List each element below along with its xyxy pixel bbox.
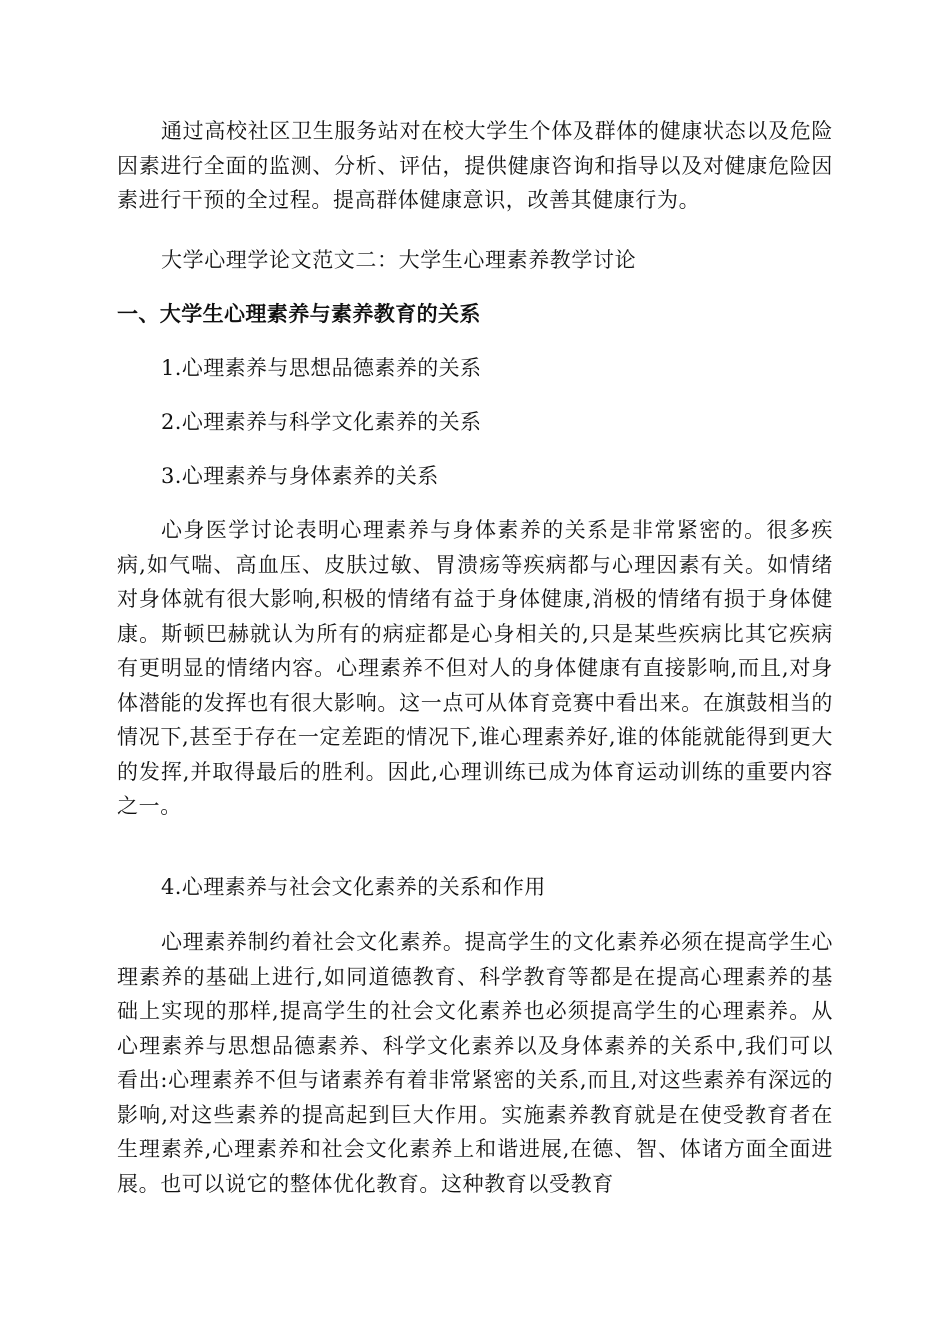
subsection-item-1: 1.心理素养与思想品德素养的关系	[161, 356, 482, 380]
subsection-item-2: 2.心理素养与科学文化素养的关系	[161, 410, 482, 434]
section-heading: 一、大学生心理素养与素养教育的关系	[117, 302, 481, 326]
sample-essay-title: 大学心理学论文范文二：大学生心理素养教学讨论	[161, 248, 637, 272]
social-culture-paragraph: 心理素养制约着社会文化素养。提高学生的文化素养必须在提高学生心理素养的基础上进行,如同道德教育、科学教育等都是在提高心理素养的基础上实现的那样,提高学生的社会文化素养也必须提高学生的心理素养。从心理素养与思想品德素养、科学文化素养以及身体素养的关系中,我们可以看出:心理素养不但与诸素养有着非常紧密的关系,而且,对这些素养有深远的影响,对这些素养的提高起到巨大作用。实施素养教育就是在使受教育者在生理素养,心理素养和社会文化素养上和谐进展,在德、智、体诸方面全面进展。也可以说它的整体优化教育。这种教育以受教育	[117, 930, 833, 1196]
psychosomatic-paragraph: 心身医学讨论表明心理素养与身体素养的关系是非常紧密的。很多疾病,如气喘、高血压、皮肤过敏、胃溃疡等疾病都与心理因素有关。如情绪对身体就有很大影响,积极的情绪有益于身体健康,消极的情绪有损于身体健康。斯顿巴赫就认为所有的病症都是心身相关的,只是某些疾病比其它疾病有更明显的情绪内容。心理素养不但对人的身体健康有直接影响,而且,对身体潜能的发挥也有很大影响。这一点可从体育竞赛中看出来。在旗鼓相当的情况下,甚至于存在一定差距的情况下,谁心理素养好,谁的体能就能得到更大的发挥,并取得最后的胜利。因此,心理训练已成为体育运动训练的重要内容之一。	[117, 518, 833, 818]
subsection-item-3: 3.心理素养与身体素养的关系	[161, 464, 439, 488]
health-service-paragraph: 通过高校社区卫生服务站对在校大学生个体及群体的健康状态以及危险因素进行全面的监测、分析、评估，提供健康咨询和指导以及对健康危险因素进行干预的全过程。提高群体健康意识，改善其健康行为。	[117, 119, 833, 212]
subsection-item-4: 4.心理素养与社会文化素养的关系和作用	[161, 875, 546, 899]
